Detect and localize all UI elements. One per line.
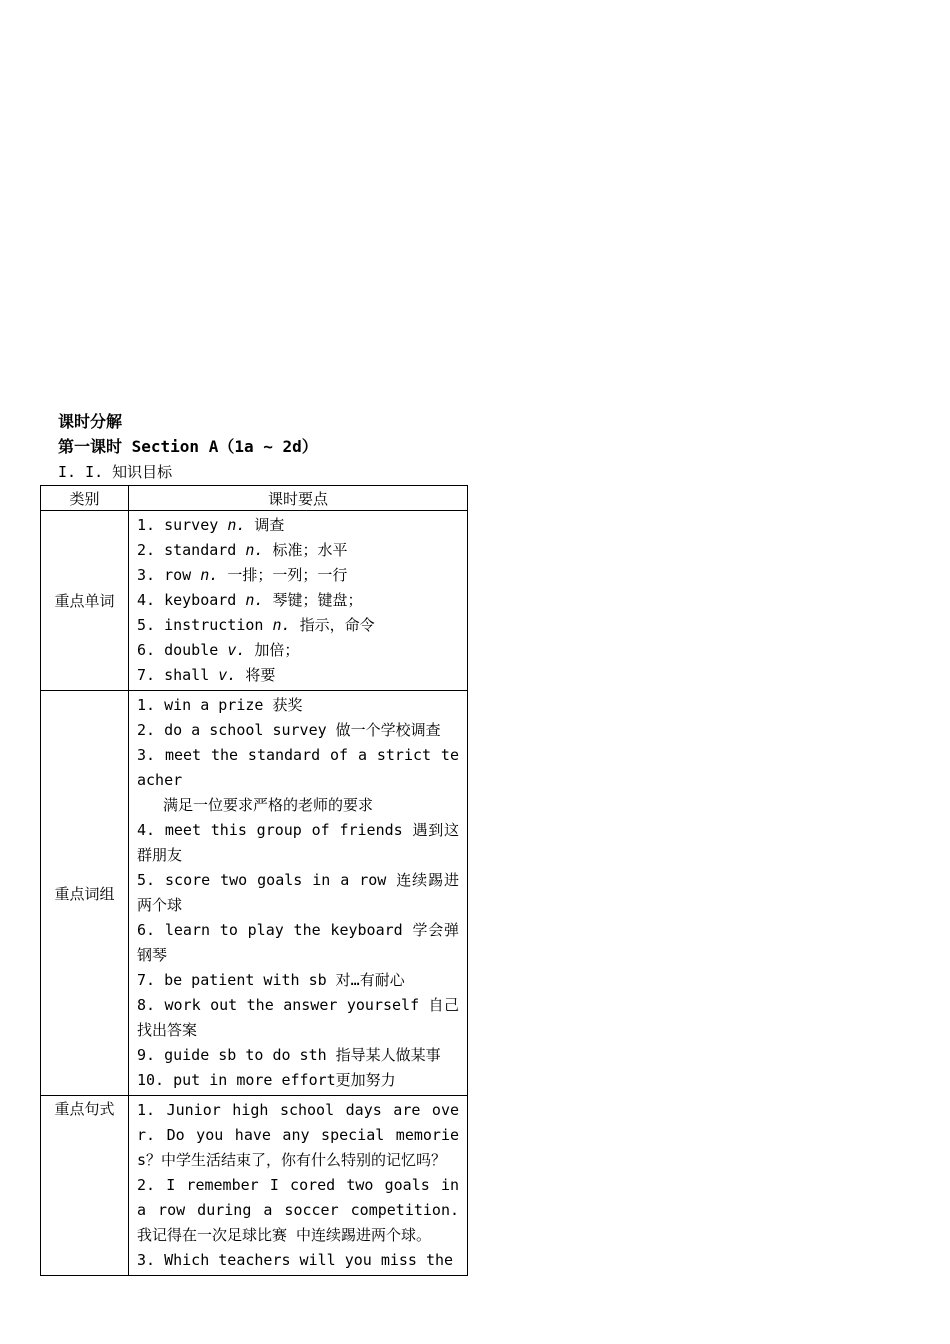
category-words: 重点单词: [41, 511, 129, 691]
word-item: 4. keyboard n. 琴键；键盘；: [137, 591, 363, 609]
phrases-cell: [129, 691, 468, 1096]
table-row-phrases: [41, 691, 468, 1096]
category-sentences: 重点句式: [41, 1096, 129, 1276]
sentence-item: 1. Junior high school days are over. Do you have any special memories？中学生活结束了，你有什么特别的记忆吗？: [137, 1101, 459, 1169]
phrase-item: 4. meet this group of friends 遇到这群朋友: [137, 821, 459, 864]
section-label: I. I. 知识目标: [58, 463, 173, 481]
word-item: 2. standard n. 标准；水平: [137, 541, 348, 559]
word-item: 5. instruction n. 指示，命令: [137, 616, 375, 634]
words-cell: [129, 511, 468, 691]
phrase-item: 6. learn to play the keyboard 学会弹钢琴: [137, 921, 459, 964]
sentences-cell: [129, 1096, 468, 1276]
sentence-item: 2. I remember I cored two goals in a row during a soccer competition. 我记得在一次足球比赛 中连续踢进两个球。: [137, 1176, 459, 1244]
sentence-item: 3. Which teachers will you miss the: [137, 1251, 454, 1269]
header-category: 类别: [41, 486, 129, 511]
phrase-item: 8. work out the answer yourself 自己找出答案: [137, 996, 459, 1039]
category-phrases: 重点词组: [41, 691, 129, 1096]
phrase-item: 1. win a prize 获奖: [137, 696, 303, 714]
lesson-points-table: [40, 485, 468, 1276]
table-header-row: [41, 486, 468, 511]
page-title: 课时分解: [58, 412, 123, 431]
phrase-item: 7. be patient with sb 对…有耐心: [137, 971, 405, 989]
phrase-item: 5. score two goals in a row 连续踢进两个球: [137, 871, 459, 914]
table-row-words: [41, 511, 468, 691]
word-item: 6. double v. 加倍；: [137, 641, 300, 659]
word-item: 1. survey n. 调查: [137, 516, 285, 534]
lesson-title: 第一课时 Section A（1a ~ 2d）: [58, 437, 318, 456]
header-points: 课时要点: [129, 486, 468, 511]
phrase-item: 3. meet the standard of a strict teacher: [137, 746, 459, 789]
phrase-item: 2. do a school survey 做一个学校调查: [137, 721, 441, 739]
phrase-item: 10. put in more effort更加努力: [137, 1071, 396, 1089]
phrase-item: 满足一位要求严格的老师的要求: [163, 796, 374, 814]
table-row-sentences: [41, 1096, 468, 1276]
word-item: 3. row n. 一排；一列；一行: [137, 566, 348, 584]
word-item: 7. shall v. 将要: [137, 666, 276, 684]
phrase-item: 9. guide sb to do sth 指导某人做某事: [137, 1046, 441, 1064]
